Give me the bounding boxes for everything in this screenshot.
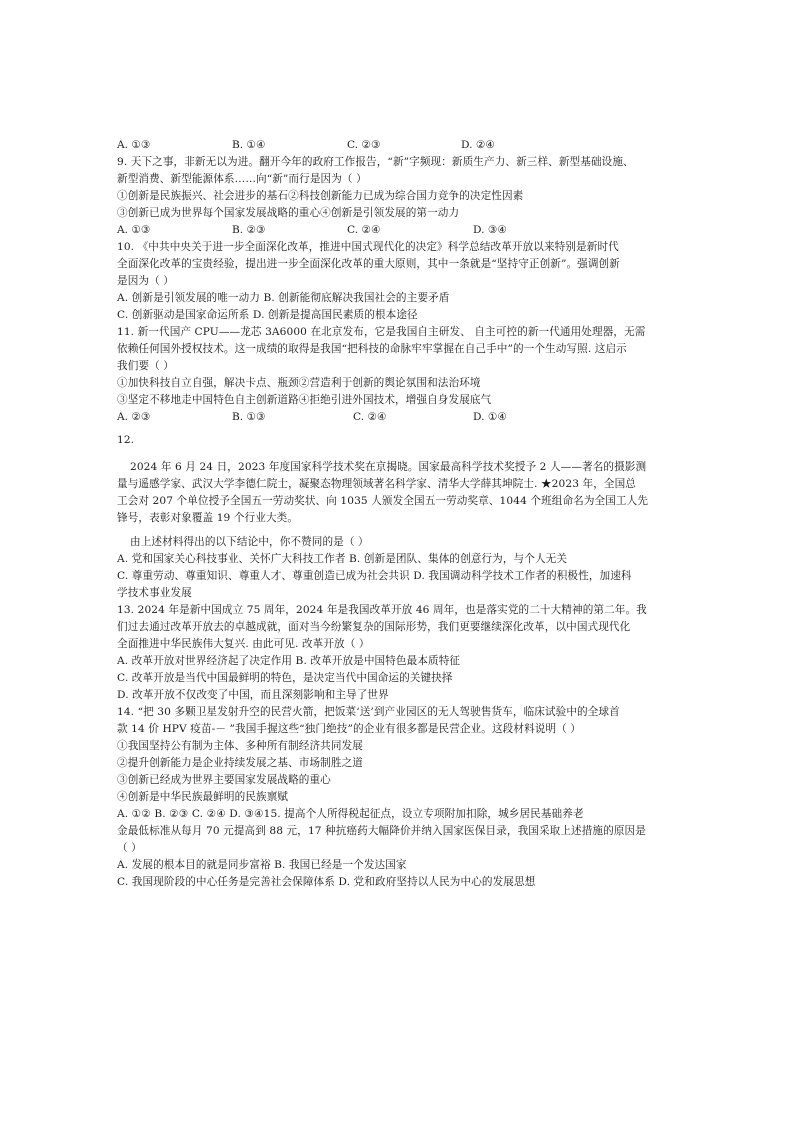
q10-line: 是因为（ ） (117, 275, 174, 287)
q8-option-d: D. ②④ (461, 139, 495, 151)
q12-material-line: 2024 年 6 月 24 日，2023 年度国家科学技术奖在京揭晓。国家最高科学技术奖授予 2 人——著名的摄影测 (130, 461, 647, 473)
q14-line: ③创新已经成为世界主要国家发展战略的重心 (117, 774, 331, 786)
q14-line: ②提升创新能力是企业持续发展之基、市场制胜之道 (117, 757, 363, 769)
q11-line: 11. 新一代国产 CPU——龙芯 3A6000 在北京发布，它是我国自主研发、 自主可控的新一代通用处理器，无需 (117, 326, 646, 338)
q12-stem: 由上述材料得出的以下结论中，你不赞同的是（ ） (130, 536, 369, 548)
q15-line: 金最低标准从每月 70 元提高到 88 元，17 种抗癌药大幅降价并纳入国家医保目录，我国采取上述措施的原因是 (117, 825, 646, 837)
q15-line: （ ） (117, 842, 142, 854)
q12-number: 12. (117, 434, 135, 446)
q12-choice-line: 学技术事业发展 (117, 587, 192, 599)
q13-line: A. 改革开放对世界经济起了决定作用 B. 改革开放是中国特色最本质特征 (117, 655, 461, 667)
q11-option-d: D. ①④ (473, 411, 507, 423)
q12-material-line: 工会对 207 个单位授予全国五一劳动奖状、向 1035 人颁发全国五一劳动奖章、1044 个班组命名为全国工人先 (117, 495, 649, 507)
q8-option-a: A. ①③ (117, 139, 151, 151)
q11-line: ①加快科技自立自强，解决卡点、瓶颈②营造利于创新的舆论氛围和法治环境 (117, 377, 481, 389)
q15-line: A. 发展的根本目的就是同步富裕 B. 我国已经是一个发达国家 (117, 859, 407, 871)
q10-line: 全面深化改革的宝贵经验，提出进一步全面深化改革的重大原则，其中一条就是“坚持守正创新”。强调创新 (117, 258, 620, 270)
q11-option-b: B. ①③ (232, 411, 266, 423)
q13-line: 13. 2024 年是新中国成立 75 周年，2024 年是我国改革开放 46 周年，也是落实党的二十大精神的第二年。我 (117, 604, 647, 616)
q10-line: 10. 《中共中央关于进一步全面深化改革，推进中国式现代化的决定》科学总结改革开放以来特别是新时代 (117, 241, 619, 253)
q12-choice-line: C. 尊重劳动、尊重知识、尊重人才、尊重创造已成为社会共识 D. 我国调动科学技术工作者的积极性，加速科 (117, 570, 632, 582)
q11-line: 依赖任何国外授权技术。这一成绩的取得是我国“把科技的命脉牢牢掌握在自己手中”的一个生动写照. 这启示 (117, 343, 627, 355)
q12-material-line: 量与遥感学家、武汉大学李德仁院士，凝聚态物理领域著名科学家、清华大学薛其坤院士. ★2023 年，全国总 (117, 478, 636, 490)
q13-line: D. 改革开放不仅改变了中国，而且深刻影响和主导了世界 (117, 689, 389, 701)
q13-line: 全面推进中华民族伟大复兴. 由此可见. 改革开放（ ） (117, 638, 370, 650)
q13-line: 们过去通过改革开放去的卓越成就，面对当今纷繁复杂的国际形势，我们更要继续深化改革，以中国式现代化 (117, 621, 631, 633)
q15-line: C. 我国现阶段的中心任务是完善社会保障体系 D. 党和政府坚持以人民为中心的发展思想 (117, 876, 536, 888)
q14-line: ④创新是中华民族最鲜明的民族禀赋 (117, 791, 289, 803)
q14-line: ①我国坚持公有制为主体、多种所有制经济共同发展 (117, 740, 363, 752)
q15-line: A. ①② B. ②③ C. ②④ D. ③④15. 提高个人所得税起征点，设立专项附加扣除，城乡居民基础养老 (117, 808, 584, 820)
q13-line: C. 改革开放是当代中国最鲜明的特色，是决定当代中国命运的关键抉择 (117, 672, 453, 684)
q12-choice-line: A. 党和国家关心科技事业、关怀广大科技工作者 B. 创新是团队、集体的创意行为，与个人无关 (117, 553, 568, 565)
q10-line: C. 创新驱动是国家命运所系 D. 创新是提高国民素质的根本途径 (117, 309, 418, 321)
q9-option-a: A. ①③ (117, 224, 151, 236)
q8-option-b: B. ①④ (232, 139, 266, 151)
q14-line: 14. “把 30 多颗卫星发射升空的民营火箭，把饭菜‘送’到产业园区的无人驾驶售货车，临床试验中的全球首 (117, 706, 620, 718)
q11-line: ③坚定不移地走中国特色自主创新道路④拒绝引进外国技术，增强自身发展底气 (117, 394, 492, 406)
q9-option-d: D. ③④ (473, 224, 507, 236)
q9-line: ③创新已成为世界每个国家发展战略的重心④创新是引领发展的第一动力 (117, 207, 460, 219)
q9-option-c: C. ②④ (347, 224, 381, 236)
q9-line: ①创新是民族振兴、社会进步的基石②科技创新能力已成为综合国力竞争的决定性因素 (117, 190, 524, 202)
q11-option-a: A. ②③ (117, 411, 151, 423)
q8-option-c: C. ②③ (347, 139, 381, 151)
q12-material-line: 锋号，表彰对象覆盖 19 个行业大类。 (117, 512, 299, 524)
q11-line: 我们要（ ） (117, 360, 174, 372)
q11-option-c: C. ②④ (353, 411, 387, 423)
q14-line: 款 14 价 HPV 疫苗-－ ”我国手握这些“独门绝技”的企业有很多都是民营企业。这段材料说明（ ） (117, 723, 582, 735)
q9-line: 9. 天下之事，非新无以为进。翻开今年的政府工作报告，“新”字频现：新质生产力、新三样、新型基础设施、 (117, 156, 634, 168)
q9-line: 新型消费、新型能源体系……向“新”而行是因为（ ） (117, 173, 367, 185)
q10-line: A. 创新是引领发展的唯一动力 B. 创新能彻底解决我国社会的主要矛盾 (117, 292, 450, 304)
q9-option-b: B. ②③ (232, 224, 266, 236)
